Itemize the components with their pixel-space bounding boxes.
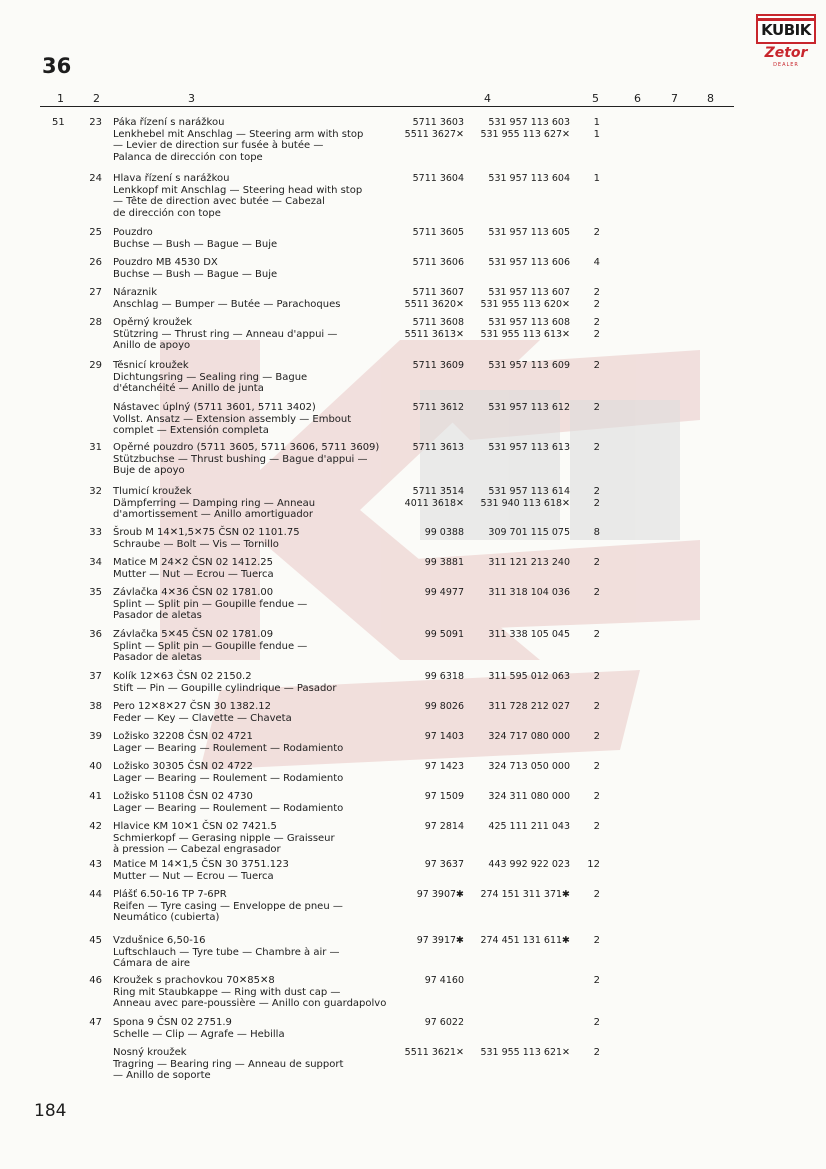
description-line: Schraube — Bolt — Vis — Tornillo: [113, 538, 279, 550]
description-line: Buchse — Bush — Bague — Buje: [113, 238, 278, 250]
position-number: 40: [89, 761, 102, 772]
catalog-number-line: 324 311 080 000: [488, 791, 570, 802]
part-number-line: 97 3907✱: [416, 889, 464, 900]
catalog-number: [462, 527, 570, 539]
description-line: Dichtungsring — Sealing ring — Bague: [113, 371, 308, 383]
part-description: [113, 287, 403, 310]
quantity: [572, 442, 600, 454]
position-number: 39: [89, 731, 102, 742]
catalog-number: [462, 173, 570, 185]
catalog-number-line: 531 957 113 614: [488, 486, 570, 497]
quantity: [572, 173, 600, 185]
catalog-number-line: 531 957 113 607: [488, 287, 570, 298]
description-line: Stift — Pin — Goupille cylindrique — Pasador: [113, 682, 337, 694]
part-description: [113, 889, 403, 924]
part-number-line: 97 3917✱: [416, 935, 464, 946]
description-line: Nástavec úplný (5711 3601, 5711 3402): [113, 402, 316, 413]
part-number-line: 5711 3612: [412, 402, 464, 413]
catalog-number-line: 311 318 104 036: [488, 587, 570, 598]
quantity-line: 8: [593, 527, 600, 538]
quantity-line: 2: [593, 328, 600, 340]
catalog-number-line: 443 992 922 023: [488, 859, 570, 870]
part-description: [113, 859, 403, 882]
catalog-number-line: 531 957 113 612: [488, 402, 570, 413]
catalog-number: [462, 859, 570, 871]
description-line: Reifen — Tyre casing — Enveloppe de pneu —: [113, 900, 343, 912]
page-number-top: 36: [42, 54, 72, 78]
position-number: 36: [89, 629, 102, 640]
description-line: Splint — Split pin — Goupille fendue —: [113, 640, 308, 652]
part-number-line: 5711 3606: [412, 257, 464, 268]
column-header-2: 2: [93, 92, 100, 105]
description-line: d'amortissement — Anillo amortiguador: [113, 509, 313, 520]
quantity-line: 2: [593, 287, 600, 298]
part-description: [113, 527, 403, 550]
description-line: Pero 12✕8✕27 ČSN 30 1382.12: [113, 701, 272, 712]
part-description: [113, 671, 403, 694]
part-number-line: 4011 3618✕: [404, 497, 464, 509]
part-description: [113, 402, 403, 437]
part-description: [113, 442, 403, 477]
position-number: 47: [89, 1017, 102, 1028]
part-number-line: 5711 3514: [412, 486, 464, 497]
description-line: Tragring — Bearing ring — Anneau de support: [113, 1058, 344, 1070]
position-number: 23: [89, 117, 102, 128]
description-line: Schmierkopf — Gerasing nipple — Graisseur: [113, 832, 335, 844]
catalog-number-line: 425 111 211 043: [488, 821, 570, 832]
catalog-number: [462, 821, 570, 833]
catalog-number: [462, 671, 570, 683]
description-line: Páka řízení s narážkou: [113, 117, 225, 128]
part-description: [113, 227, 403, 250]
part-number-line: 99 3881: [424, 557, 464, 568]
description-line: Luftschlauch — Tyre tube — Chambre à air —: [113, 946, 340, 958]
description-line: Lager — Bearing — Roulement — Rodamiento: [113, 742, 344, 754]
quantity-line: 2: [593, 821, 600, 832]
description-line: Šroub M 14✕1,5✕75 ČSN 02 1101.75: [113, 527, 300, 538]
catalog-number: [462, 117, 570, 140]
logo-brand-bottom: Zetor: [764, 45, 808, 61]
quantity: [572, 486, 600, 509]
column-header-7: 7: [671, 92, 678, 105]
catalog-number: [462, 557, 570, 569]
catalog-number-line: 324 713 050 000: [488, 761, 570, 772]
description-line: Hlava řízení s narážkou: [113, 173, 230, 184]
part-number-line: 97 2814: [424, 821, 464, 832]
catalog-number: [462, 227, 570, 239]
quantity-line: 2: [593, 935, 600, 946]
part-number: [392, 527, 464, 539]
position-number: 29: [89, 360, 102, 371]
catalog-number: [462, 317, 570, 340]
part-number-line: 5711 3603: [412, 117, 464, 128]
part-number-line: 5511 3613✕: [404, 328, 464, 340]
part-number-line: 5711 3613: [412, 442, 464, 453]
description-line: Kolík 12✕63 ČSN 02 2150.2: [113, 671, 252, 682]
description-line: Pasador de aletas: [113, 652, 202, 663]
quantity-line: 2: [593, 402, 600, 413]
part-number: [392, 402, 464, 414]
catalog-number-line: 274 451 131 611✱: [480, 935, 570, 946]
description-line: Těsnicí kroužek: [113, 360, 189, 371]
position-number: 26: [89, 257, 102, 268]
part-number-line: 99 0388: [424, 527, 464, 538]
description-line: — Tête de direction avec butée — Cabezal: [113, 196, 325, 207]
catalog-number-line: 531 957 113 604: [488, 173, 570, 184]
quantity: [572, 791, 600, 803]
description-line: — Anillo de soporte: [113, 1070, 211, 1081]
part-number: [392, 486, 464, 509]
description-line: Matice M 24✕2 ČSN 02 1412.25: [113, 557, 273, 568]
description-line: Pasador de aletas: [113, 610, 202, 621]
quantity-line: 2: [593, 497, 600, 509]
catalog-number-line: 531 955 113 627✕: [480, 128, 570, 140]
description-line: Matice M 14✕1,5 ČSN 30 3751.123: [113, 859, 289, 870]
part-description: [113, 486, 403, 521]
description-line: — Levier de direction sur fusée à butée —: [113, 140, 324, 151]
description-line: Palanca de dirección con tope: [113, 151, 263, 163]
catalog-number-line: 531 957 113 609: [488, 360, 570, 371]
part-number: [392, 731, 464, 743]
part-number-line: 97 1403: [424, 731, 464, 742]
quantity: [572, 761, 600, 773]
column-header-4: 4: [484, 92, 491, 105]
description-line: Opěrné pouzdro (5711 3605, 5711 3606, 5711 3609): [113, 442, 380, 453]
catalog-number-line: 311 595 012 063: [488, 671, 570, 682]
description-line: Plášť 6.50-16 TP 7-6PR: [113, 889, 227, 900]
part-number-line: 99 5091: [424, 629, 464, 640]
position-number: 33: [89, 527, 102, 538]
logo-brand-top: KUBIK: [761, 21, 811, 39]
position-number: 35: [89, 587, 102, 598]
column-header-5: 5: [592, 92, 599, 105]
part-number: [392, 671, 464, 683]
part-number: [392, 557, 464, 569]
quantity-line: 2: [593, 486, 600, 497]
catalog-number-line: 531 957 113 608: [488, 317, 570, 328]
description-line: Závlačka 5✕45 ČSN 02 1781.09: [113, 629, 274, 640]
catalog-number-line: 324 717 080 000: [488, 731, 570, 742]
catalog-number: [462, 761, 570, 773]
quantity-line: 4: [593, 257, 600, 268]
part-number-line: 99 8026: [424, 701, 464, 712]
catalog-number-line: 531 957 113 605: [488, 227, 570, 238]
quantity: [572, 701, 600, 713]
description-line: Stützbuchse — Thrust bushing — Bague d'appui —: [113, 453, 368, 465]
part-number: [392, 257, 464, 269]
quantity: [572, 629, 600, 641]
part-description: [113, 360, 403, 395]
description-line: Anschlag — Bumper — Butée — Parachoques: [113, 298, 341, 310]
part-description: [113, 731, 403, 754]
quantity-line: 12: [587, 859, 600, 870]
description-line: de dirección con tope: [113, 207, 221, 219]
logo-subtitle: DEALER: [773, 62, 799, 68]
catalog-number: [462, 402, 570, 414]
description-line: Neumático (cubierta): [113, 912, 220, 923]
position-number: 43: [89, 859, 102, 870]
catalog-number: [462, 935, 570, 947]
column-header-1: 1: [57, 92, 64, 105]
description-line: Anillo de apoyo: [113, 340, 191, 351]
part-number: [392, 173, 464, 185]
part-number-line: 5711 3604: [412, 173, 464, 184]
quantity: [572, 257, 600, 269]
quantity-line: 2: [593, 791, 600, 802]
description-line: Nosný kroužek: [113, 1047, 187, 1058]
description-line: Vzdušnice 6,50-16: [113, 935, 206, 946]
catalog-number-line: 274 151 311 371✱: [480, 889, 570, 900]
part-number-line: 5711 3608: [412, 317, 464, 328]
quantity-line: 2: [593, 442, 600, 453]
description-line: Spona 9 ČSN 02 2751.9: [113, 1017, 232, 1028]
quantity-line: 1: [593, 117, 600, 128]
position-number: 41: [89, 791, 102, 802]
position-number: 38: [89, 701, 102, 712]
part-description: [113, 761, 403, 784]
description-line: Ložisko 51108 ČSN 02 4730: [113, 791, 253, 802]
part-description: [113, 935, 403, 970]
part-number-line: 5511 3627✕: [404, 128, 464, 140]
part-description: [113, 629, 403, 664]
part-description: [113, 257, 403, 280]
part-number-line: 97 4160: [424, 975, 464, 986]
catalog-number: [462, 731, 570, 743]
part-number: [392, 975, 464, 987]
quantity-line: 2: [593, 360, 600, 371]
catalog-number: [462, 442, 570, 454]
catalog-number: [462, 701, 570, 713]
part-description: [113, 317, 403, 352]
part-description: [113, 173, 403, 219]
quantity: [572, 317, 600, 340]
description-line: Anneau avec pare-poussière — Anillo con guardapolvo: [113, 998, 387, 1009]
part-number: [392, 287, 464, 310]
quantity: [572, 859, 600, 871]
quantity: [572, 1017, 600, 1029]
part-description: [113, 975, 403, 1010]
part-number-line: 97 3637: [424, 859, 464, 870]
description-line: Dämpferring — Damping ring — Anneau: [113, 497, 316, 509]
part-number: [392, 821, 464, 833]
description-line: Schelle — Clip — Agrafe — Hebilla: [113, 1028, 285, 1040]
catalog-number: [462, 1047, 570, 1059]
description-line: Ložisko 30305 ČSN 02 4722: [113, 761, 253, 772]
part-number: [392, 587, 464, 599]
part-number-line: 99 6318: [424, 671, 464, 682]
description-line: Feder — Key — Clavette — Chaveta: [113, 712, 292, 724]
part-description: [113, 557, 403, 580]
position-number: 34: [89, 557, 102, 568]
quantity: [572, 402, 600, 414]
description-line: Buje de apoyo: [113, 465, 185, 476]
kubik-zetor-logo: [756, 14, 816, 70]
header-rule: [40, 106, 734, 107]
part-description: [113, 701, 403, 724]
quantity: [572, 227, 600, 239]
catalog-number-line: 531 955 113 621✕: [480, 1047, 570, 1058]
part-description: [113, 821, 403, 856]
catalog-number: [462, 486, 570, 509]
quantity-line: 2: [593, 671, 600, 682]
position-number: 25: [89, 227, 102, 238]
page-number-bottom: 184: [34, 1101, 67, 1121]
description-line: Pouzdro: [113, 227, 153, 238]
catalog-number: [462, 360, 570, 372]
quantity-line: 2: [593, 701, 600, 712]
catalog-number-line: 531 957 113 613: [488, 442, 570, 453]
part-number-line: 97 1509: [424, 791, 464, 802]
part-number-line: 5511 3620✕: [404, 298, 464, 310]
catalog-number-line: 311 121 213 240: [488, 557, 570, 568]
quantity-line: 2: [593, 629, 600, 640]
quantity: [572, 117, 600, 140]
description-line: Hlavice KM 10✕1 ČSN 02 7421.5: [113, 821, 277, 832]
part-number-line: 5711 3609: [412, 360, 464, 371]
part-number-line: 97 6022: [424, 1017, 464, 1028]
part-number: [392, 1047, 464, 1059]
part-number: [392, 859, 464, 871]
part-number-line: 5711 3605: [412, 227, 464, 238]
quantity: [572, 557, 600, 569]
catalog-number-line: 309 701 115 075: [488, 527, 570, 538]
description-line: d'étanchéité — Anillo de junta: [113, 383, 264, 394]
description-line: Cámara de aire: [113, 958, 191, 969]
quantity-line: 1: [593, 128, 600, 140]
description-line: Lenkhebel mit Anschlag — Steering arm with stop: [113, 128, 364, 140]
catalog-number: [462, 791, 570, 803]
part-number: [392, 889, 464, 901]
part-number-line: 97 1423: [424, 761, 464, 772]
quantity: [572, 587, 600, 599]
position-number: 37: [89, 671, 102, 682]
position-number: 42: [89, 821, 102, 832]
quantity-line: 2: [593, 557, 600, 568]
catalog-number-line: 531 957 113 603: [488, 117, 570, 128]
catalog-number-line: 311 338 105 045: [488, 629, 570, 640]
description-line: Lager — Bearing — Roulement — Rodamiento: [113, 772, 344, 784]
catalog-number-line: 531 940 113 618✕: [480, 497, 570, 509]
position-number: 32: [89, 486, 102, 497]
quantity: [572, 821, 600, 833]
description-line: Buchse — Bush — Bague — Buje: [113, 268, 278, 280]
description-line: Tlumicí kroužek: [113, 486, 192, 497]
part-number: [392, 761, 464, 773]
catalog-number: [462, 629, 570, 641]
description-line: Lenkkopf mit Anschlag — Steering head with stop: [113, 184, 363, 196]
quantity-line: 2: [593, 889, 600, 900]
part-description: [113, 117, 403, 163]
position-number: 31: [89, 442, 102, 453]
position-number: 28: [89, 317, 102, 328]
quantity: [572, 287, 600, 310]
catalog-number: [462, 287, 570, 310]
quantity: [572, 935, 600, 947]
description-line: Vollst. Ansatz — Extension assembly — Embout: [113, 413, 352, 425]
quantity-line: 1: [593, 173, 600, 184]
quantity: [572, 527, 600, 539]
catalog-number-line: 311 728 212 027: [488, 701, 570, 712]
description-line: Pouzdro MB 4530 DX: [113, 257, 218, 268]
quantity: [572, 360, 600, 372]
quantity: [572, 889, 600, 901]
quantity: [572, 671, 600, 683]
part-number: [392, 791, 464, 803]
part-number: [392, 117, 464, 140]
quantity-line: 2: [593, 975, 600, 986]
quantity: [572, 731, 600, 743]
position-number: 45: [89, 935, 102, 946]
description-line: complet — Extensión completa: [113, 425, 269, 436]
description-line: Splint — Split pin — Goupille fendue —: [113, 598, 308, 610]
quantity-line: 2: [593, 731, 600, 742]
part-number: [392, 227, 464, 239]
part-description: [113, 791, 403, 814]
description-line: Opěrný kroužek: [113, 317, 193, 328]
position-number: 27: [89, 287, 102, 298]
description-line: Stützring — Thrust ring — Anneau d'appui —: [113, 328, 338, 340]
quantity-line: 2: [593, 761, 600, 772]
column-header-3: 3: [188, 92, 195, 105]
part-number: [392, 1017, 464, 1029]
description-line: Náraznik: [113, 287, 158, 298]
part-number: [392, 442, 464, 454]
column-header-8: 8: [707, 92, 714, 105]
part-description: [113, 1047, 403, 1082]
position-number: 24: [89, 173, 102, 184]
position-number: 44: [89, 889, 102, 900]
description-line: Ring mit Staubkappe — Ring with dust cap —: [113, 986, 341, 998]
description-line: Ložisko 32208 ČSN 02 4721: [113, 731, 253, 742]
column-header-6: 6: [634, 92, 641, 105]
figure-number: 51: [52, 117, 65, 128]
position-number: 46: [89, 975, 102, 986]
part-number: [392, 629, 464, 641]
quantity-line: 2: [593, 1047, 600, 1058]
quantity-line: 2: [593, 227, 600, 238]
quantity-line: 2: [593, 1017, 600, 1028]
part-number: [392, 701, 464, 713]
description-line: Závlačka 4✕36 ČSN 02 1781.00: [113, 587, 274, 598]
part-number-line: 5511 3621✕: [404, 1047, 464, 1058]
part-number: [392, 317, 464, 340]
quantity-line: 2: [593, 587, 600, 598]
catalog-number-line: 531 955 113 620✕: [480, 298, 570, 310]
quantity-line: 2: [593, 317, 600, 328]
catalog-number: [462, 257, 570, 269]
description-line: Mutter — Nut — Ecrou — Tuerca: [113, 568, 274, 580]
description-line: Lager — Bearing — Roulement — Rodamiento: [113, 802, 344, 814]
catalog-number-line: 531 955 113 613✕: [480, 328, 570, 340]
part-number: [392, 360, 464, 372]
catalog-number-line: 531 957 113 606: [488, 257, 570, 268]
quantity: [572, 1047, 600, 1059]
part-number-line: 5711 3607: [412, 287, 464, 298]
quantity: [572, 975, 600, 987]
quantity-line: 2: [593, 298, 600, 310]
catalog-number: [462, 889, 570, 901]
part-number-line: 99 4977: [424, 587, 464, 598]
part-description: [113, 587, 403, 622]
part-number: [392, 935, 464, 947]
description-line: Mutter — Nut — Ecrou — Tuerca: [113, 870, 274, 882]
catalog-number: [462, 587, 570, 599]
description-line: Kroužek s prachovkou 70✕85✕8: [113, 975, 275, 986]
part-description: [113, 1017, 403, 1040]
description-line: à pression — Cabezal engrasador: [113, 844, 281, 855]
